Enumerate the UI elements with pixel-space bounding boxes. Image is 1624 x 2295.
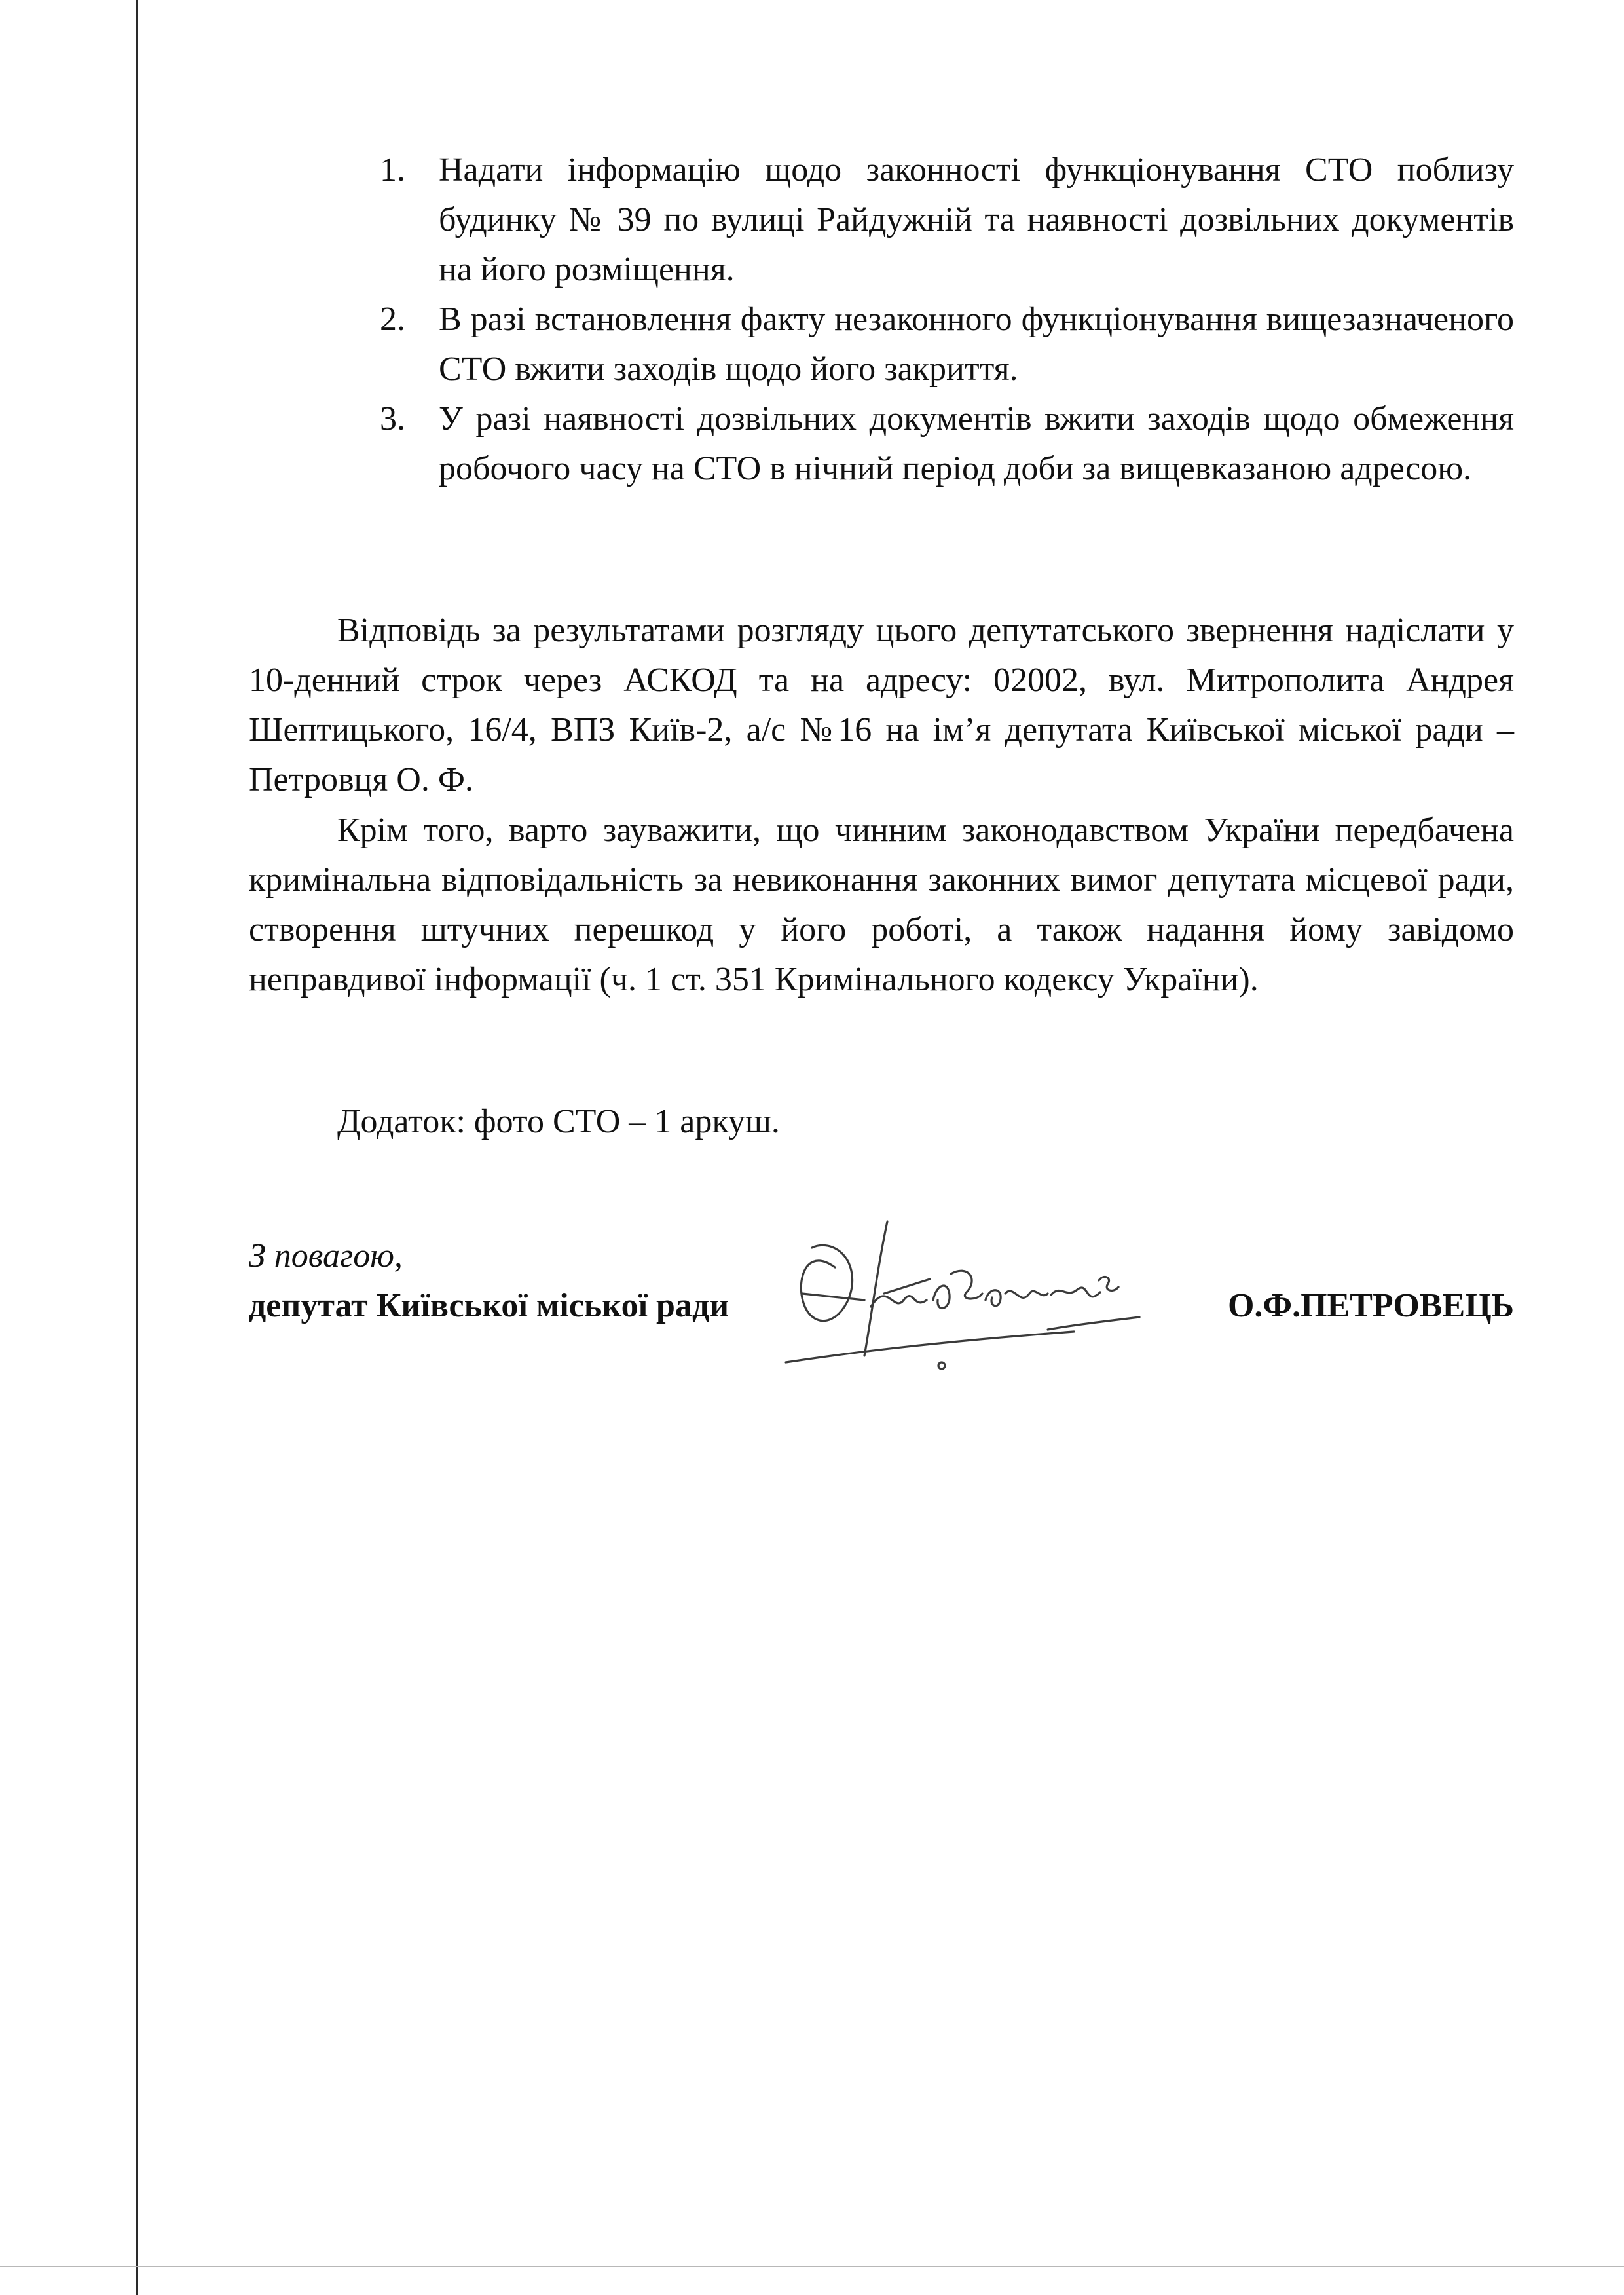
signer-name: О.Ф.ПЕТРОВЕЦЬ xyxy=(1227,1287,1514,1324)
response-paragraph: Відповідь за результатами розгляду цього депутатського звернення надіслати у 10-денний строк через АСКОД та на адресу: 02002, вул. Митрополита Андрея Шептицького, 16/4, ВПЗ Київ-2, а/с №16 на ім’я депутата Київської міської ради – Петровця О. Ф. xyxy=(249,612,1514,798)
list-item-text: У разі наявності дозвільних документів вжити заходів щодо обмеження робочого часу на СТО в нічний період доби за вищевказаною адресою. xyxy=(439,400,1514,487)
liability-paragraph: Крім того, варто зауважити, що чинним законодавством України передбачена кримінальна відповідальність за невиконання законних вимог депутата місцевої ради, створення штучних перешкод у його роботі, а також надання йому завідомо неправдивої інформації (ч. 1 ст. 351 Кримінального кодексу України). xyxy=(249,812,1514,998)
scan-edge-bottom xyxy=(0,2266,1624,2267)
list-item-text: В разі встановлення факту незаконного функціонування вищезазначеного СТО вжити заходів щодо його закриття. xyxy=(439,301,1514,388)
handwritten-signature xyxy=(773,1202,1179,1405)
list-item-number: 3. xyxy=(380,400,405,438)
list-item-text: Надати інформацію щодо законності функціонування СТО поблизу будинку № 39 по вулиці Райдужній та наявності дозвільних документів на його розміщення. xyxy=(439,151,1514,288)
scan-edge-left xyxy=(136,0,138,2295)
list-item xyxy=(380,145,1514,295)
list-item xyxy=(380,295,1514,394)
list-item-number: 2. xyxy=(380,301,405,338)
signer-position: депутат Київської міської ради xyxy=(249,1287,729,1324)
closing-regards: З повагою, xyxy=(249,1237,403,1275)
attachment-note: Додаток: фото СТО – 1 аркуш. xyxy=(337,1103,780,1140)
closing-block xyxy=(249,1231,729,1331)
list-item xyxy=(380,394,1514,494)
list-item-number: 1. xyxy=(380,151,405,189)
request-list xyxy=(380,145,1514,494)
